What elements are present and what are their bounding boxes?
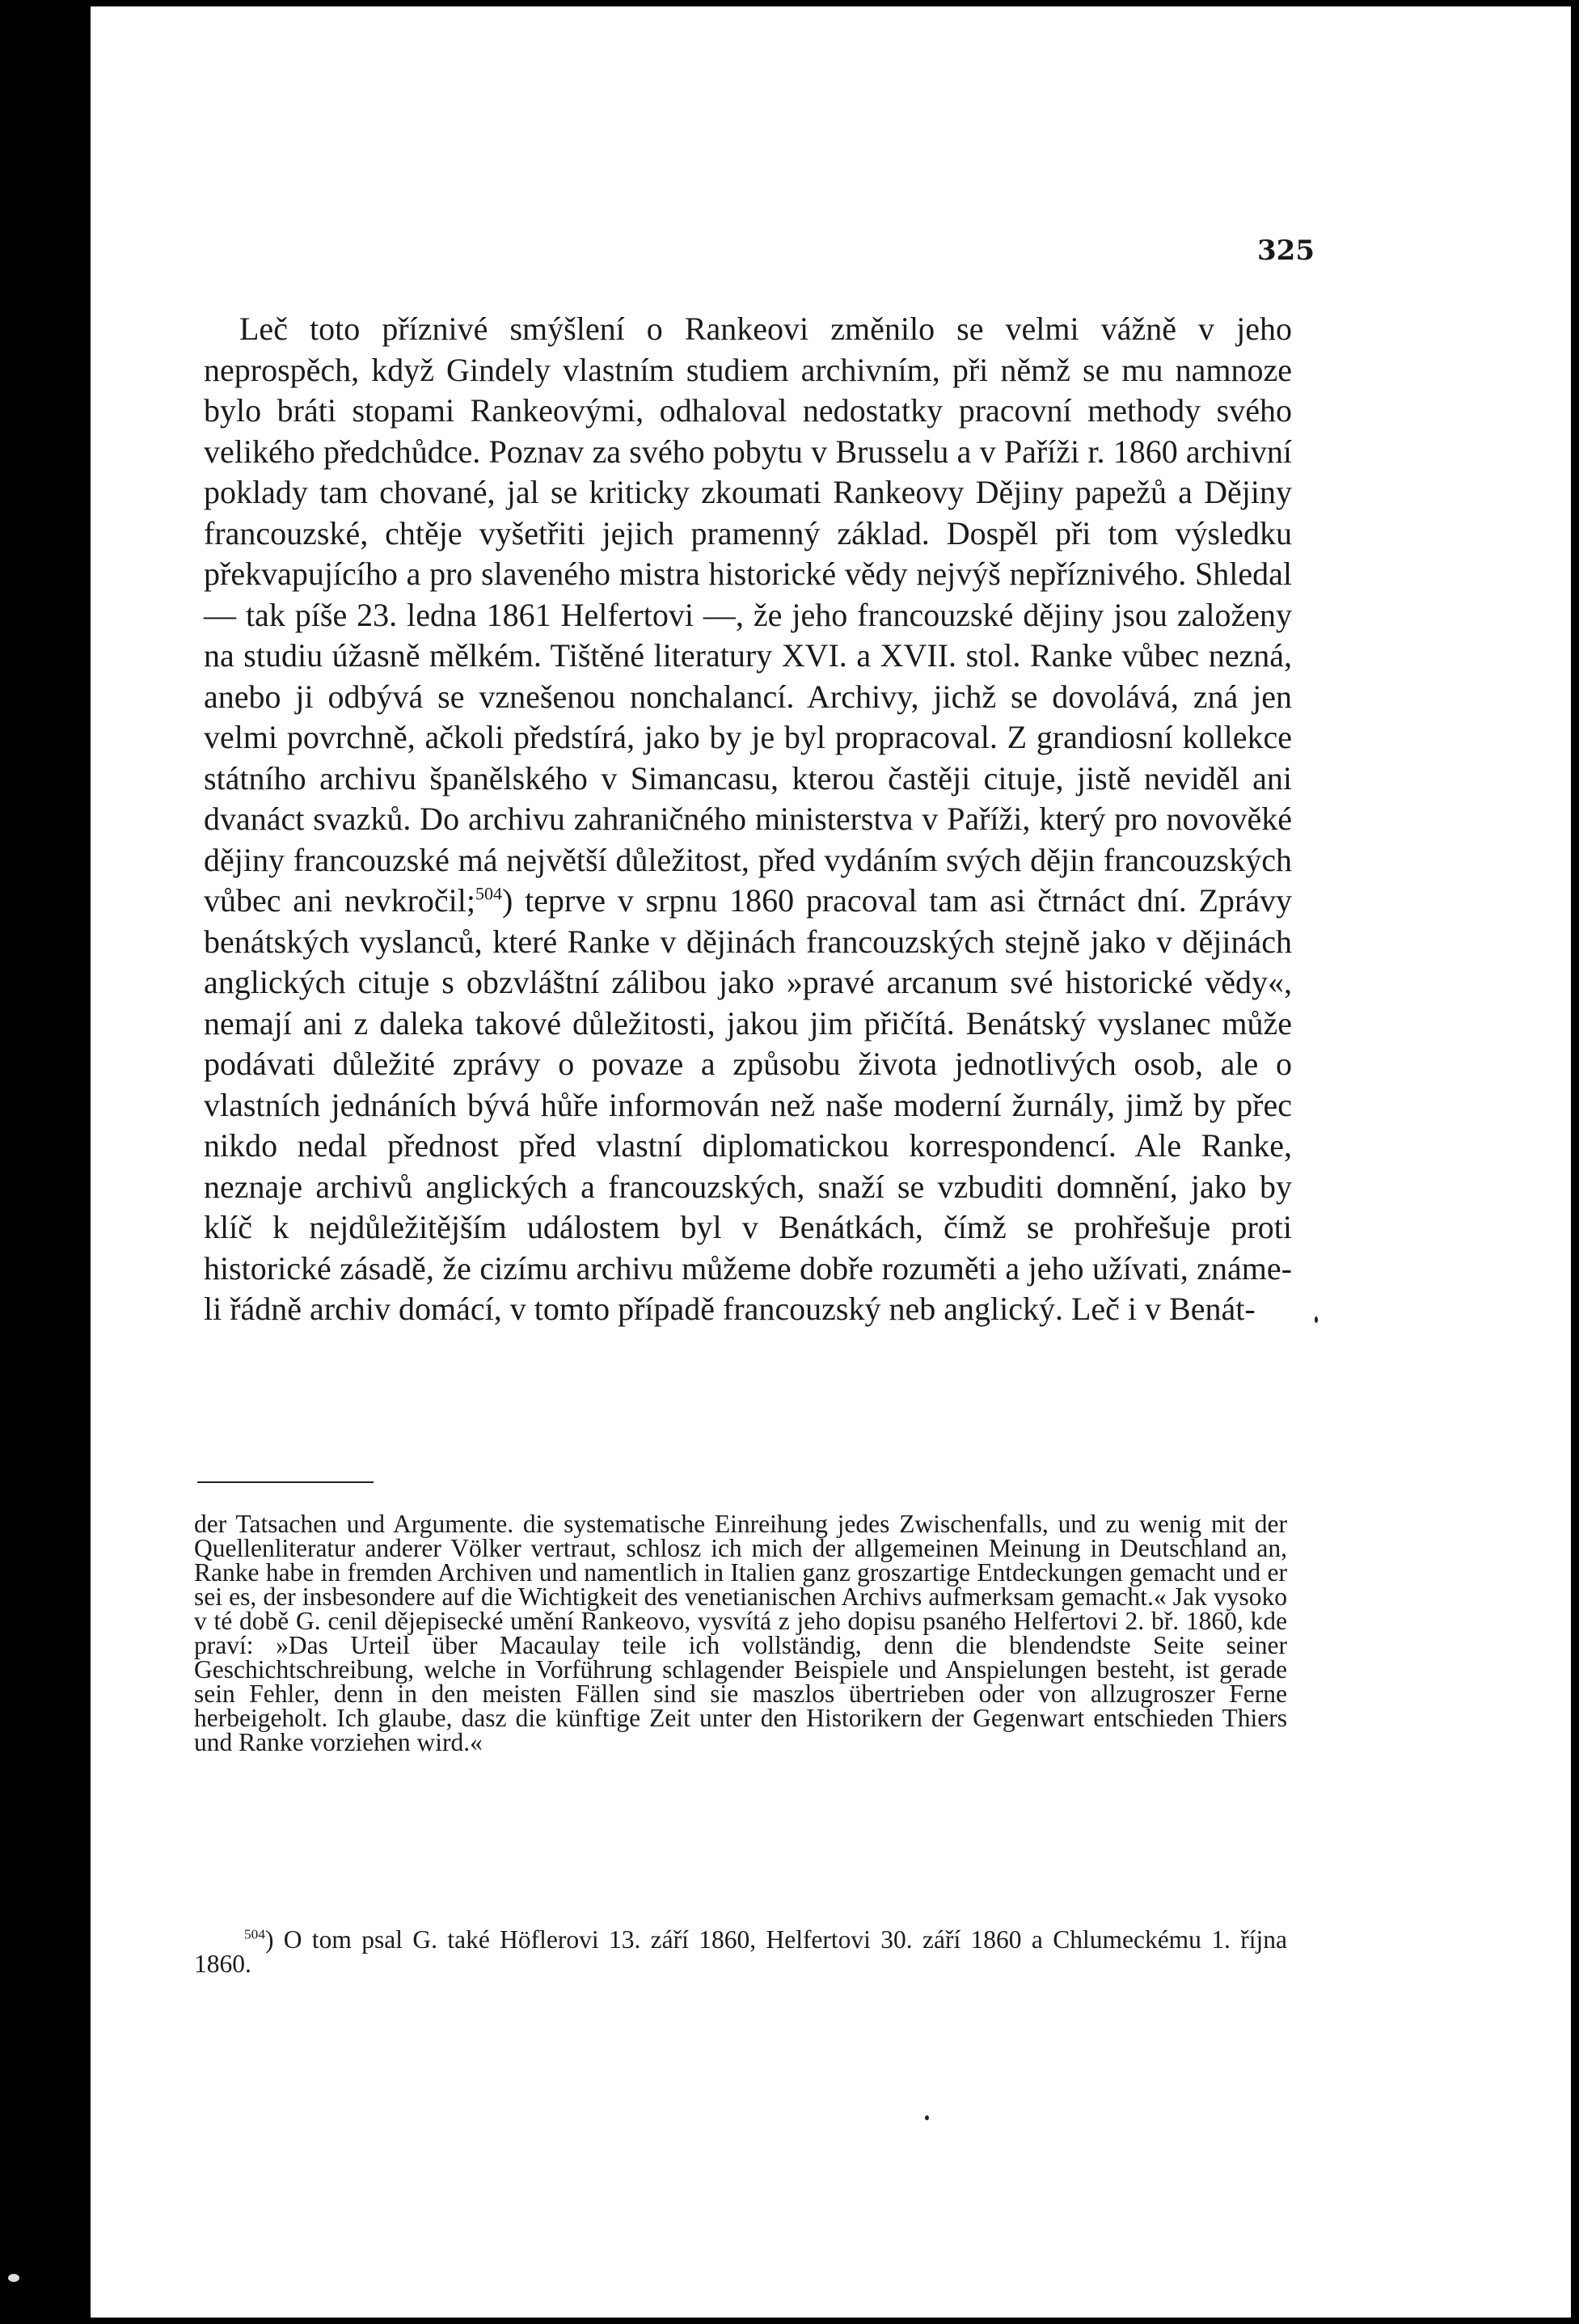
footnote-ref-504[interactable]: 504 xyxy=(475,883,503,904)
footnote-504-text: ) O tom psal G. také Höflerovi 13. září 1860, Helfertovi 30. září 1860 a Chlumeckému 1. října 1860. xyxy=(194,1925,1287,1978)
footnote-separator xyxy=(197,1481,374,1483)
main-paragraph xyxy=(204,309,1292,1330)
main-paragraph-continuation: ) teprve v srpnu 1860 pracoval tam asi čtrnáct dní. Zprávy benátských vyslanců, které Ranke v dějinách francouzských stejně jako v dějinách anglických cituje s obzvláštní zálibou jako »pravé arcanum své historické vědy«, nemají ani z daleka takové důležitosti, jakou jim přičítá. Benátský vyslanec může podávati důležité zprávy o povaze a způsobu života jednotlivých osob, ale o vlastních jednáních bývá hůře informován než naše moderní žurnály, jimž by přec nikdo nedal přednost před vlastní diplomatickou korrespondencí. Ale Ranke, neznaje archivů anglických a francouzských, snaží se vzbuditi domnění, jako by klíč k nejdůležitějším událostem byl v Benátkách, čímž se prohřešuje proti historické zásadě, že cizímu archivu můžeme dobře rozuměti a jeho užívati, známe-li řádně archiv domácí, v tomto případě francouzský neb anglický. Leč i v Benát- xyxy=(204,882,1293,1327)
scan-speck xyxy=(925,2115,929,2120)
page-number: 325 xyxy=(1257,235,1315,267)
main-paragraph-text: Leč toto příznivé smýšlení o Rankeovi změnilo se velmi vážně v jeho neprospěch, když Gindely vlastním studiem archivním, při němž se mu namnoze bylo bráti stopami Rankeovými, odhaloval nedostatky pracovní methody svého velikého předchůdce. Poznav za svého pobytu v Brusselu a v Paříži r. 1860 archivní poklady tam chované, jal se kriticky zkoumati Rankeovy Dějiny papežů a Dějiny francouzské, chtěje vyšetřiti jejich pramenný základ. Dospěl při tom výsledku překvapujícího a pro slaveného mistra historické vědy nejvýš nepříznivého. Shledal — tak píše 23. ledna 1861 Helfertovi —, že jeho francouzské dějiny jsou založeny na studiu úžasně mělkém. Tištěné literatury XVI. a XVII. stol. Ranke vůbec nezná, anebo ji odbývá se vznešenou nonchalancí. Archivy, jichž se dovolává, zná jen velmi povrchně, ačkoli předstírá, jako by je byl propracoval. Z grandiosní kollekce státního archivu španělského v Simancasu, kterou častěji cituje, jistě neviděl ani dvanáct svazků. Do archivu zahraničného ministerstva v Paříži, který pro novověké dějiny francouzské má největší důležitost, před vydáním svých dějin francouzských vůbec ani nevkročil; xyxy=(204,311,1292,919)
footnote-continued: der Tatsachen und Argumente. die systematische Einreihung jedes Zwischenfalls, und zu wenig mit der Quellenliteratur anderer Völker vertraut, schlosz ich mich der allgemeinen Meinung in Deutschland an, Ranke habe in fremden Archiven und namentlich in Italien ganz groszartige Entdeckungen gemacht und er sei es, der insbesondere auf die Wichtigkeit des venetianischen Archivs aufmerksam gemacht.« Jak vysoko v té době G. cenil dějepisecké umění Rankeovo, vysvítá z jeho dopisu psaného Helfertovi 2. bř. 1860, kde praví: »Das Urteil über Macaulay teile ich vollständig, denn die blendendste Seite seiner Geschichtschreibung, welche in Vorführung schlagender Beispiele und Anspielungen besteht, ist gerade sein Fehler, denn in den meisten Fällen sind sie maszlos übertrieben oder von allzugroszer Ferne herbeigeholt. Ich glaube, dasz die künftige Zeit unter den Historikern der Gegenwart entschieden Thiers und Ranke vorziehen wird.« xyxy=(194,1510,1287,1756)
footnote-504-marker: 504 xyxy=(244,1926,265,1942)
scan-speck xyxy=(1315,1316,1318,1323)
scan-edge-mark xyxy=(8,2274,19,2282)
footnote-504 xyxy=(194,1925,1287,1978)
